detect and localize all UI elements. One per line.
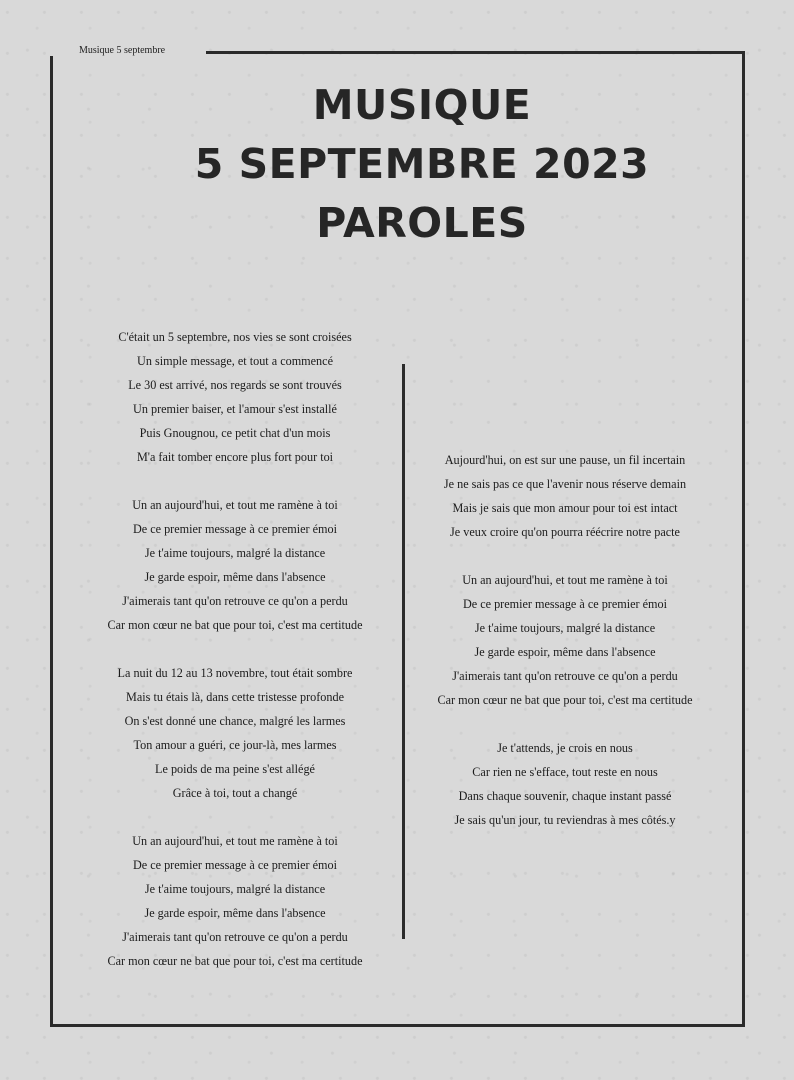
lyric-line: Un an aujourd'hui, et tout me ramène à toi bbox=[132, 498, 338, 512]
lyric-line: Je t'aime toujours, malgré la distance bbox=[474, 621, 656, 635]
lyric-line: Car mon cœur ne bat que pour toi, c'est ma certitude bbox=[437, 693, 693, 707]
lyric-line: C'était un 5 septembre, nos vies se sont croisées bbox=[118, 330, 352, 344]
lyric-line: M'a fait tomber encore plus fort pour toi bbox=[136, 450, 334, 464]
lyric-line: Un premier baiser, et l'amour s'est installé bbox=[133, 402, 337, 416]
lyric-line: Car mon cœur ne bat que pour toi, c'est ma certitude bbox=[107, 618, 363, 632]
stanza bbox=[420, 736, 710, 832]
title-line-1: MUSIQUE bbox=[312, 81, 532, 129]
lyric-line: Un an aujourd'hui, et tout me ramène à toi bbox=[132, 834, 338, 848]
lyric-line: Je garde espoir, même dans l'absence bbox=[144, 570, 326, 584]
lyric-line: Le poids de ma peine s'est allégé bbox=[155, 762, 315, 776]
lyric-line: Le 30 est arrivé, nos regards se sont trouvés bbox=[128, 378, 342, 392]
lyric-line: Car rien ne s'efface, tout reste en nous bbox=[472, 765, 658, 779]
stanza bbox=[420, 568, 710, 712]
stanza bbox=[80, 661, 390, 805]
lyric-line: J'aimerais tant qu'on retrouve ce qu'on a perdu bbox=[452, 669, 678, 683]
lyric-line: J'aimerais tant qu'on retrouve ce qu'on a perdu bbox=[122, 930, 348, 944]
lyric-line: Un an aujourd'hui, et tout me ramène à toi bbox=[462, 573, 668, 587]
column-divider bbox=[402, 364, 405, 939]
lyric-line: Ton amour a guéri, ce jour-là, mes larmes bbox=[133, 738, 337, 752]
lyric-line: Je t'aime toujours, malgré la distance bbox=[144, 882, 326, 896]
title-line-3: PAROLES bbox=[316, 199, 528, 247]
page-title bbox=[50, 76, 794, 253]
lyric-line: Mais je sais que mon amour pour toi est intact bbox=[452, 501, 678, 515]
lyric-line: La nuit du 12 au 13 novembre, tout était sombre bbox=[117, 666, 353, 680]
lyric-line: Dans chaque souvenir, chaque instant passé bbox=[458, 789, 672, 803]
lyric-line: Je t'aime toujours, malgré la distance bbox=[144, 546, 326, 560]
lyric-line: On s'est donné une chance, malgré les larmes bbox=[124, 714, 346, 728]
lyric-line: De ce premier message à ce premier émoi bbox=[132, 522, 338, 536]
lyrics-right-column bbox=[420, 448, 710, 856]
lyric-line: Puis Gnougnou, ce petit chat d'un mois bbox=[139, 426, 331, 440]
stanza bbox=[420, 448, 710, 544]
title-line-2: 5 SEPTEMBRE 2023 bbox=[194, 140, 650, 188]
lyric-line: Je t'attends, je crois en nous bbox=[497, 741, 633, 755]
lyric-line: Aujourd'hui, on est sur une pause, un fil incertain bbox=[444, 453, 686, 467]
header-label: Musique 5 septembre bbox=[79, 45, 166, 56]
stanza bbox=[80, 829, 390, 973]
lyric-line: Mais tu étais là, dans cette tristesse profonde bbox=[126, 690, 344, 704]
lyric-line: Je garde espoir, même dans l'absence bbox=[144, 906, 326, 920]
lyric-line: Je ne sais pas ce que l'avenir nous réserve demain bbox=[443, 477, 687, 491]
lyric-line: Je veux croire qu'on pourra réécrire notre pacte bbox=[450, 525, 680, 539]
lyrics-left-column bbox=[80, 325, 390, 997]
lyric-line: J'aimerais tant qu'on retrouve ce qu'on a perdu bbox=[122, 594, 348, 608]
lyric-line: De ce premier message à ce premier émoi bbox=[462, 597, 668, 611]
lyric-line: Je sais qu'un jour, tu reviendras à mes côtés.y bbox=[454, 813, 676, 827]
stanza bbox=[80, 493, 390, 637]
lyric-line: Car mon cœur ne bat que pour toi, c'est ma certitude bbox=[107, 954, 363, 968]
lyric-line: Je garde espoir, même dans l'absence bbox=[474, 645, 656, 659]
lyric-line: Un simple message, et tout a commencé bbox=[137, 354, 333, 368]
lyric-line: Grâce à toi, tout a changé bbox=[172, 786, 298, 800]
stanza bbox=[80, 325, 390, 469]
lyric-line: De ce premier message à ce premier émoi bbox=[132, 858, 338, 872]
